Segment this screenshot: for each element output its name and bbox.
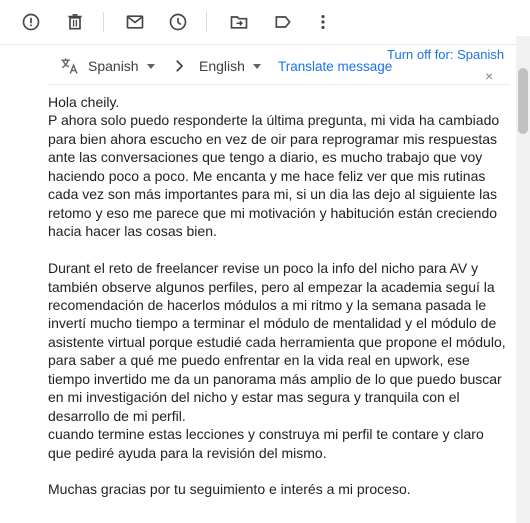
translate-icon — [58, 56, 80, 76]
toolbar-separator — [206, 12, 207, 32]
snooze-icon[interactable] — [164, 8, 192, 36]
dropdown-arrow-icon — [253, 64, 261, 69]
mark-unread-icon[interactable] — [121, 8, 149, 36]
label-icon[interactable] — [269, 8, 297, 36]
toolbar — [0, 0, 530, 44]
delete-icon[interactable] — [61, 8, 89, 36]
source-language-dropdown[interactable] — [88, 48, 155, 84]
report-spam-icon[interactable] — [17, 8, 45, 36]
paragraph: Durant el reto de freelancer revise un poco la info del nicho para AV y también observe algunos perfiles, pero al empezar la academia seguí la recomendación de hacerlos módulos a mi ritmo y la semana pasada le invertí mucho tiempo a terminar el módulo de mentalidad y el módulo de asistente virtual porque estudié cada herramienta que propone el módulo, para saber a qué me puedo enfrentar en la vida real en upwork, ese tiempo invertido me da un panorama más amplio de lo que puedo buscar en mi investigación del nicho y estar mas segura y tranquila con el desarrollo de mi perfil. — [48, 260, 506, 424]
scrollbar[interactable] — [516, 36, 530, 523]
message-body — [48, 93, 510, 499]
chevron-right-icon — [170, 57, 188, 75]
translate-bar-divider — [48, 84, 510, 85]
closing-paragraph: Muchas gracias por tu seguimiento e interés a mi proceso. — [48, 481, 411, 498]
source-language-label: Spanish — [88, 58, 139, 74]
dropdown-arrow-icon — [147, 64, 155, 69]
move-to-icon[interactable] — [225, 8, 253, 36]
toolbar-divider — [0, 44, 530, 45]
paragraph: cuando termine estas lecciones y construya mi perfil te contare y claro que pediré ayuda para la revisión del mismo. — [48, 426, 484, 461]
scrollbar-thumb[interactable] — [518, 68, 528, 134]
greeting: Hola cheily. — [48, 94, 120, 110]
turn-off-translation-link[interactable]: Turn off for: Spanish — [387, 47, 505, 62]
paragraph: P ahora solo puedo responderte la última pregunta, mi vida ha cambiado para bien ahora escucho en vez de oir para reprogramar mis respuestas ante las conversaciones que tengo a diario, es mucho trabajo que voy haciendo poco a poco. Me encanta y me hace feliz ver que mis rutinas cada vez son más importantes para mi, si un dia las dejo al siguiente las retomo y eso me parece que mi motivación y habitución están creciendo hacia hacer las cosas bien. — [48, 112, 500, 240]
close-icon[interactable]: × — [485, 68, 494, 84]
target-language-dropdown[interactable] — [199, 48, 261, 84]
toolbar-separator — [103, 12, 104, 32]
more-options-icon[interactable] — [309, 8, 337, 36]
translate-message-link[interactable]: Translate message — [278, 58, 393, 74]
target-language-label: English — [199, 58, 245, 74]
